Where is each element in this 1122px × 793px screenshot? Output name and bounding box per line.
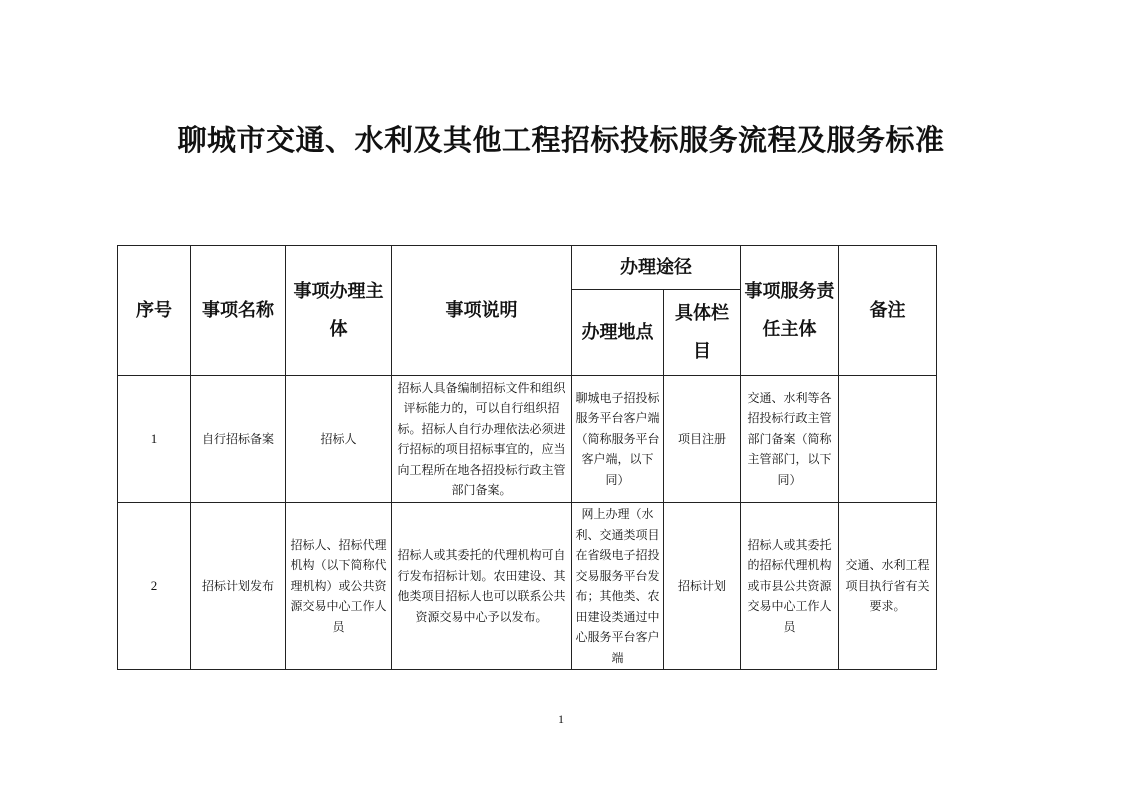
- table-row: [118, 503, 937, 670]
- header-item-name: 事项名称: [191, 246, 286, 376]
- cell-responsible: 招标人或其委托的招标代理机构或市县公共资源交易中心工作人员: [741, 503, 839, 670]
- header-channel: 办理途径: [572, 246, 741, 290]
- cell-seq: 1: [118, 376, 191, 503]
- cell-location: 聊城电子招投标服务平台客户端（简称服务平台客户端，以下同）: [572, 376, 664, 503]
- cell-remarks: 交通、水利工程项目执行省有关要求。: [839, 503, 937, 670]
- cell-responsible: 交通、水利等各招投标行政主管部门备案（简称主管部门，以下同）: [741, 376, 839, 503]
- header-remarks: 备注: [839, 246, 937, 376]
- cell-handler: 招标人、招标代理机构（以下简称代理机构）或公共资源交易中心工作人员: [286, 503, 392, 670]
- header-seq: 序号: [118, 246, 191, 376]
- header-description: 事项说明: [392, 246, 572, 376]
- cell-description: 招标人或其委托的代理机构可自行发布招标计划。农田建设、其他类项目招标人也可以联系公共资源交易中心予以发布。: [392, 503, 572, 670]
- page-title: 聊城市交通、水利及其他工程招标投标服务流程及服务标准: [177, 123, 945, 157]
- header-column: 具体栏目: [664, 290, 741, 376]
- header-responsible: 事项服务责任主体: [741, 246, 839, 376]
- header-location: 办理地点: [572, 290, 664, 376]
- cell-remarks: [839, 376, 937, 503]
- cell-column: 招标计划: [664, 503, 741, 670]
- cell-location: 网上办理（水利、交通类项目在省级电子招投交易服务平台发布；其他类、农田建设类通过中心服务平台客户端: [572, 503, 664, 670]
- cell-column: 项目注册: [664, 376, 741, 503]
- header-handler: 事项办理主体: [286, 246, 392, 376]
- cell-description: 招标人具备编制招标文件和组织评标能力的，可以自行组织招标。招标人自行办理依法必须进行招标的项目招标事宜的，应当向工程所在地各招投标行政主管部门备案。: [392, 376, 572, 503]
- cell-item-name: 招标计划发布: [191, 503, 286, 670]
- cell-item-name: 自行招标备案: [191, 376, 286, 503]
- cell-handler: 招标人: [286, 376, 392, 503]
- page-number: 1: [558, 712, 564, 726]
- service-table: [117, 245, 937, 670]
- cell-seq: 2: [118, 503, 191, 670]
- table-row: [118, 376, 937, 503]
